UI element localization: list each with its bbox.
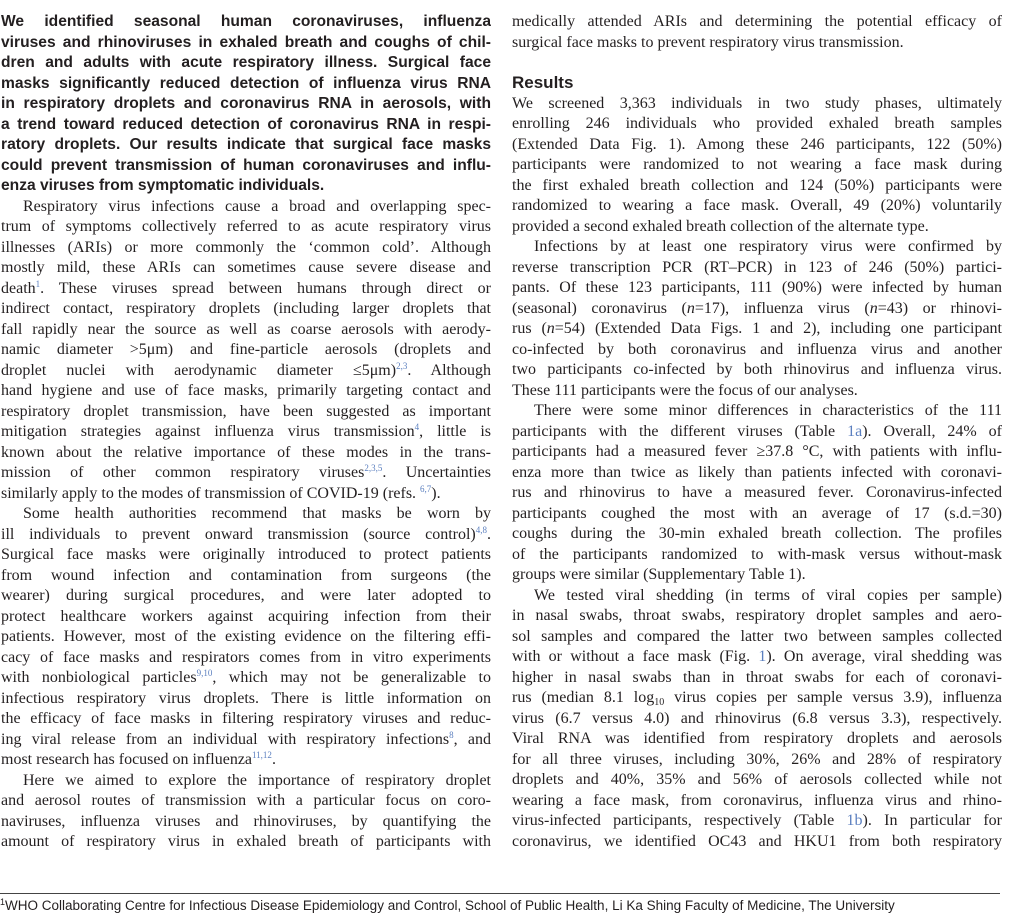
body-line: [512, 299, 1002, 320]
affiliation-footnote: [0, 898, 1000, 914]
body-line: [1, 484, 491, 505]
body-line: for all three viruses, including 30%, 26% and 28% of respiratory: [512, 750, 1002, 768]
text-run: =54) (Extended Data Figs. 1 and 2), including one participant: [554, 320, 1002, 337]
text-run: ). Overall, 24% of: [862, 422, 1002, 440]
body-line: provided a second exhaled breath collection of the alternate type.: [512, 217, 929, 235]
italic-n: n: [546, 320, 555, 337]
body-line: respiratory droplet transmission, have been suggested as important: [1, 402, 491, 420]
citation-link[interactable]: 4,8: [475, 524, 487, 535]
text-run: virus copies per sample versus 3.9), influenza: [664, 689, 1002, 706]
body-line: Infections by at least one respiratory virus were confirmed by: [534, 238, 1002, 255]
body-line: We tested viral shedding (in terms of viral copies per sample): [534, 586, 1002, 604]
body-line: two participants co-infected by both rhinovirus and influenza virus.: [512, 361, 1002, 378]
text-run: mission of other common respiratory viruses: [1, 464, 365, 481]
body-line: higher in nasal swabs than in throat swabs for each of coronavi-: [512, 668, 1002, 686]
body-line: [512, 319, 1002, 340]
body-line: These 111 participants were the focus of our analyses.: [512, 381, 858, 399]
body-line: There were some minor differences in characteristics of the 111: [534, 402, 1002, 419]
abstract-line: could prevent transmission of human coronaviruses and influ-: [1, 156, 491, 174]
body-line: medically attended ARIs and determining the potential efficacy of: [512, 13, 1002, 30]
body-line: Here we aimed to explore the importance of respiratory droplet: [23, 771, 491, 789]
citation-link[interactable]: 4: [414, 422, 420, 432]
subscript: 10: [654, 697, 665, 708]
text-run: most research has focused on influenza: [1, 751, 253, 768]
body-line: protect healthcare workers against acquiring infection from their: [1, 607, 491, 625]
footnote-divider: [0, 893, 1000, 894]
text-run: virus-infected participants, respectively (Table: [512, 812, 847, 829]
body-line: [1, 525, 491, 546]
table-link[interactable]: 1b: [846, 812, 863, 829]
body-line: [1, 730, 491, 751]
text-run: , which may not be generalizable to: [212, 669, 491, 686]
body-line: We screened 3,363 individuals in two study phases, ultimately: [512, 94, 1002, 112]
citation-link[interactable]: 9,10: [196, 668, 213, 678]
text-run: droplet nuclei with aerodynamic diameter ≤5μm): [1, 361, 397, 379]
text-run: death: [1, 279, 36, 297]
body-line: (Extended Data Fig. 1). Among these 246 participants, 122 (50%): [512, 135, 1002, 153]
citation-link[interactable]: 2,3: [396, 360, 408, 371]
body-line: wearer) during surgical procedures, and were later adopted to: [1, 587, 491, 604]
text-run: mitigation strategies against influenza virus transmission: [1, 423, 415, 440]
body-line: namic diameter >5μm) and fine-particle aerosols (droplets and: [1, 341, 491, 358]
footnote-marker: 1: [0, 897, 6, 907]
body-line: in nasal swabs, throat swabs, respiratory droplet samples and aero-: [512, 607, 1002, 624]
body-line: [512, 811, 1002, 832]
body-line: [512, 422, 1002, 443]
body-line: mostly mild, these ARIs can sometimes cause severe disease and: [1, 259, 491, 276]
body-line: and aerosol routes of transmission with a particular focus on coro-: [1, 792, 491, 809]
text-run: with or without a face mask (Fig.: [512, 648, 759, 665]
body-line: [1, 668, 491, 689]
body-line: fall rapidly near the source as well as coarse aerosols with aerody-: [1, 320, 491, 338]
body-line: sol samples and compared the latter two between samples collected: [512, 627, 1002, 645]
body-line: illnesses (ARIs) or more commonly the ‘common cold’. Although: [1, 238, 491, 256]
body-line: droplets and 40%, 35% and 56% of aerosols collected while not: [512, 771, 1002, 788]
body-line: [1, 361, 491, 382]
body-line: patients. However, most of the existing evidence on the filtering effi-: [1, 628, 491, 645]
body-line: enza more than twice as likely than patients infected with coronavi-: [512, 463, 1002, 481]
body-line: randomized to wearing a face mask. Overall, 49 (20%) voluntarily: [512, 197, 1002, 214]
body-line: coronavirus, we identified OC43 and HKU1 from both respiratory: [512, 832, 1002, 850]
body-line: co-infected by both coronavirus and influenza virus and another: [512, 340, 1002, 358]
body-line: indirect contact, respiratory droplets (including larger droplets that: [1, 300, 491, 317]
body-line: the efficacy of face masks in filtering respiratory viruses and reduc-: [1, 710, 491, 727]
text-run: . These viruses spread between humans through direct or: [40, 279, 491, 297]
text-run: =17), influenza virus (: [694, 299, 870, 317]
text-run: rus (median 8.1 log: [512, 689, 655, 706]
table-link[interactable]: 1a: [847, 422, 863, 440]
abstract-line: We identified seasonal human coronaviruses, influenza: [1, 13, 491, 30]
text-run: participants with the different viruses (Table: [512, 422, 848, 440]
footnote-text: WHO Collaborating Centre for Infectious Disease Epidemiology and Control, School of Public Health, Li Ka Shing Faculty of Medicine, The University: [5, 898, 895, 913]
body-line: participants were randomized to not wearing a face mask during: [512, 156, 1002, 173]
body-line: [512, 647, 1002, 668]
body-line: [1, 422, 491, 443]
body-line: wearing a face mask, from coronavirus, influenza virus and rhino-: [512, 791, 1002, 809]
text-run: ). On average, viral shedding was: [766, 648, 1002, 665]
text-run: ing viral release from an individual with respiratory infections: [1, 730, 450, 748]
italic-n: n: [869, 299, 878, 317]
body-line: known about the relative importance of these modes in the trans-: [1, 443, 491, 461]
body-line: pants. Of these 123 participants, 111 (90%) were infected by human: [512, 279, 1002, 296]
abstract-line: in respiratory droplets and coronavirus RNA in aerosols, with: [1, 95, 491, 112]
body-line: Viral RNA was identified from respiratory droplets and aerosols: [512, 730, 1002, 747]
text-run: . Uncertainties: [382, 464, 491, 481]
results-heading: Results: [512, 73, 574, 92]
body-line: coughs during the 30-min exhaled breath collection. The profiles: [512, 525, 1002, 542]
body-line: [512, 688, 1002, 709]
body-line: participants coughed the most with an average of 17 (s.d.=30): [512, 504, 1002, 522]
body-line: Respiratory virus infections cause a broad and overlapping spec-: [23, 197, 491, 215]
text-run: ill individuals to prevent onward transmission (source control): [1, 525, 476, 543]
text-run: .: [271, 751, 276, 768]
body-line: of the participants randomized to with-mask versus without-mask: [512, 545, 1002, 563]
citation-link[interactable]: 11,12: [252, 750, 272, 760]
left-column: [1, 12, 491, 853]
body-line: surgical face masks to prevent respiratory virus transmission.: [512, 33, 904, 51]
text-run: . Although: [407, 361, 491, 379]
abstract-line: masks significantly reduced detection of influenza virus RNA: [1, 74, 491, 92]
abstract-line: ratory droplets. Our results indicate that surgical face masks: [1, 136, 491, 153]
text-run: ). In particular for: [862, 812, 1002, 829]
citation-link[interactable]: 2,3,5: [364, 463, 383, 473]
text-run: .: [487, 525, 491, 543]
body-line: infectious respiratory virus droplets. There is little information on: [1, 689, 491, 707]
text-run: ).: [431, 484, 441, 502]
text-run: (seasonal) coronavirus (: [512, 299, 687, 317]
body-line: from wound infection and contamination from surgeons (the: [1, 566, 491, 584]
body-line: trum of symptoms collectively referred to as acute respiratory virus: [1, 218, 491, 235]
body-line: virus (6.7 versus 4.0) and rhinovirus (6.8 versus 3.3), respectively.: [512, 709, 1002, 727]
figure-link[interactable]: 1: [758, 648, 767, 665]
right-column: [512, 12, 1002, 852]
body-line: [1, 750, 491, 771]
text-run: with nonbiological particles: [1, 669, 197, 686]
body-line: reverse transcription PCR (RT–PCR) in 123 of 246 (50%) partici-: [512, 258, 1002, 276]
text-run: , and: [453, 730, 491, 748]
body-line: [1, 463, 491, 484]
body-line: enrolling 246 individuals who provided exhaled breath samples: [512, 115, 1002, 132]
abstract-line: a trend toward reduced detection of coronavirus RNA in respi-: [1, 115, 491, 133]
body-line: hand hygiene and use of face masks, primarily targeting contact and: [1, 382, 491, 399]
text-run: , little is: [419, 423, 491, 440]
text-run: =43) or rhinovi-: [877, 299, 1002, 317]
text-run: rus (: [512, 320, 547, 337]
italic-n: n: [686, 299, 695, 317]
body-line: Some health authorities recommend that masks be worn by: [23, 505, 491, 522]
body-line: groups were similar (Supplementary Table 1).: [512, 566, 806, 583]
body-line: [1, 279, 491, 300]
body-line: rus and rhinovirus to have a measured fever. Coronavirus-infected: [512, 484, 1002, 501]
abstract-line: dren and adults with acute respiratory illness. Surgical face: [1, 54, 491, 71]
body-line: naviruses, influenza viruses and rhinoviruses, by quantifying the: [1, 812, 491, 830]
abstract-line: viruses and rhinoviruses in exhaled breath and coughs of chil-: [1, 33, 491, 51]
citation-link[interactable]: 1: [35, 278, 41, 289]
body-line: participants had a measured fever ≥37.8 °C, with patients with influ-: [512, 443, 1002, 460]
abstract-line: enza viruses from symptomatic individuals.: [1, 177, 325, 194]
body-line: amount of respiratory virus in exhaled breath of participants with: [1, 833, 491, 850]
body-line: Surgical face masks were originally introduced to protect patients: [1, 546, 491, 563]
citation-link[interactable]: 6,7: [420, 483, 432, 494]
body-line: the first exhaled breath collection and 124 (50%) participants were: [512, 176, 1002, 194]
body-line: cacy of face masks and respirators comes from in vitro experiments: [1, 648, 491, 666]
text-run: similarly apply to the modes of transmission of COVID-19 (refs.: [1, 484, 421, 502]
citation-link[interactable]: 8: [449, 729, 454, 740]
